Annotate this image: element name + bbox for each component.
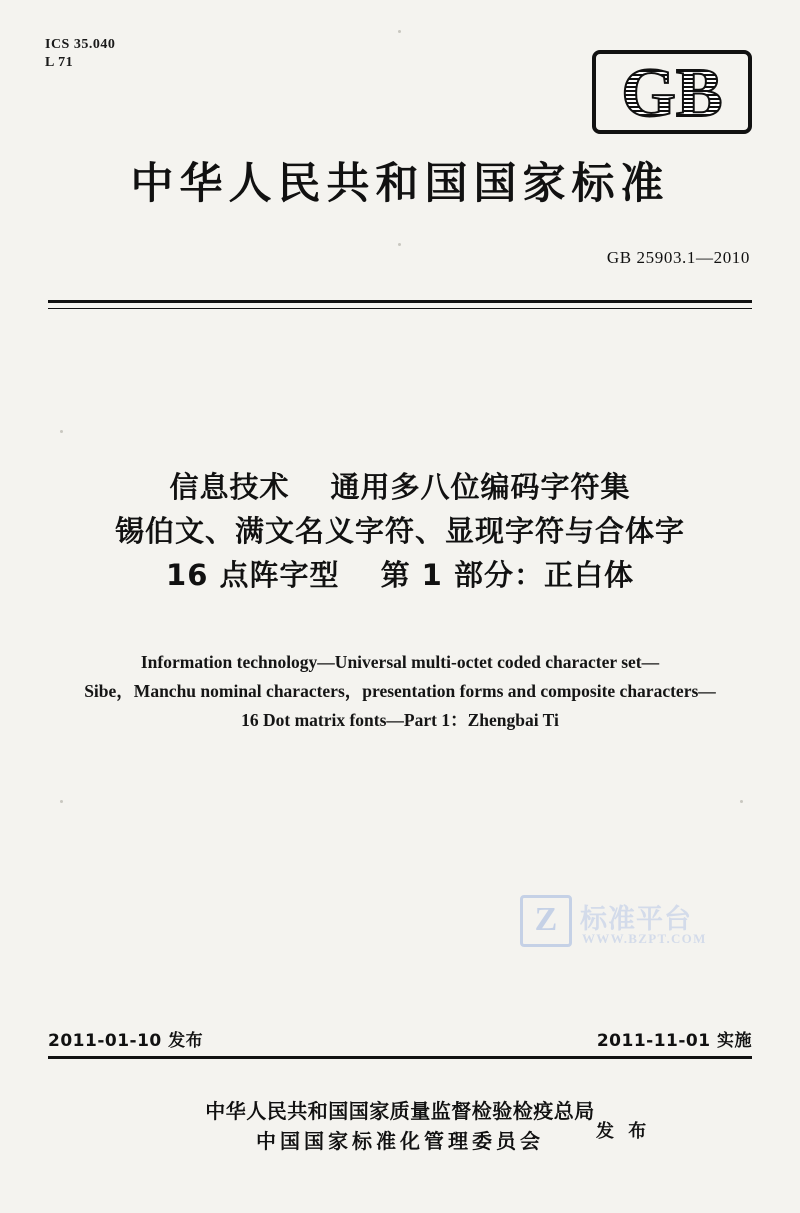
issue-date: 2011-01-10 发布 [48, 1031, 204, 1051]
standard-number: GB 25903.1—2010 [606, 248, 750, 267]
document-title-cn-line1: 信息技术 通用多八位编码字符集 [169, 470, 631, 504]
issuer-line2: 中国国家标准化管理委员会 [256, 1129, 544, 1153]
ics-code: ICS 35.040 [45, 37, 116, 52]
divider-thick-bottom [48, 1056, 752, 1059]
issuer-line1: 中华人民共和国国家质量监督检验检疫总局 [205, 1099, 595, 1123]
document-title-cn-line2: 锡伯文、满文名义字符、显现字符与合体字 [114, 514, 685, 548]
document-title-en-line2: Sibe，Manchu nominal characters，presentation forms and composite characters— [84, 681, 716, 701]
watermark [520, 895, 750, 965]
registration-dot [398, 243, 401, 246]
watermark-brand: 标准平台 [580, 904, 692, 935]
document-title-cn-line3: 16 点阵字型 第 1 部分：正白体 [166, 558, 634, 592]
classification-code: L 71 [45, 55, 74, 70]
watermark-url: WWW.BZPT.COM [582, 931, 707, 946]
issue-word: 发 布 [596, 1121, 651, 1142]
registration-dot [60, 800, 63, 803]
ics-classification-block [45, 36, 115, 72]
document-title-en-line3: 16 Dot matrix fonts—Part 1：Zhengbai Ti [241, 710, 559, 730]
page-title: 中华人民共和国国家标准 [130, 159, 670, 209]
svg-text:GB: GB [621, 55, 723, 132]
divider-thin-top [48, 308, 752, 309]
issuing-authorities [0, 1096, 800, 1156]
gb-logo [592, 50, 752, 134]
registration-dot [60, 430, 63, 433]
registration-dot [740, 800, 743, 803]
divider-thick-top [48, 300, 752, 303]
effective-date: 2011-11-01 实施 [596, 1031, 752, 1051]
registration-dot [398, 30, 401, 33]
document-title-en-line1: Information technology—Universal multi-octet coded character set— [140, 652, 660, 672]
document-title-en [0, 648, 800, 735]
document-title-cn [0, 465, 800, 597]
watermark-letter: Z [534, 901, 558, 938]
